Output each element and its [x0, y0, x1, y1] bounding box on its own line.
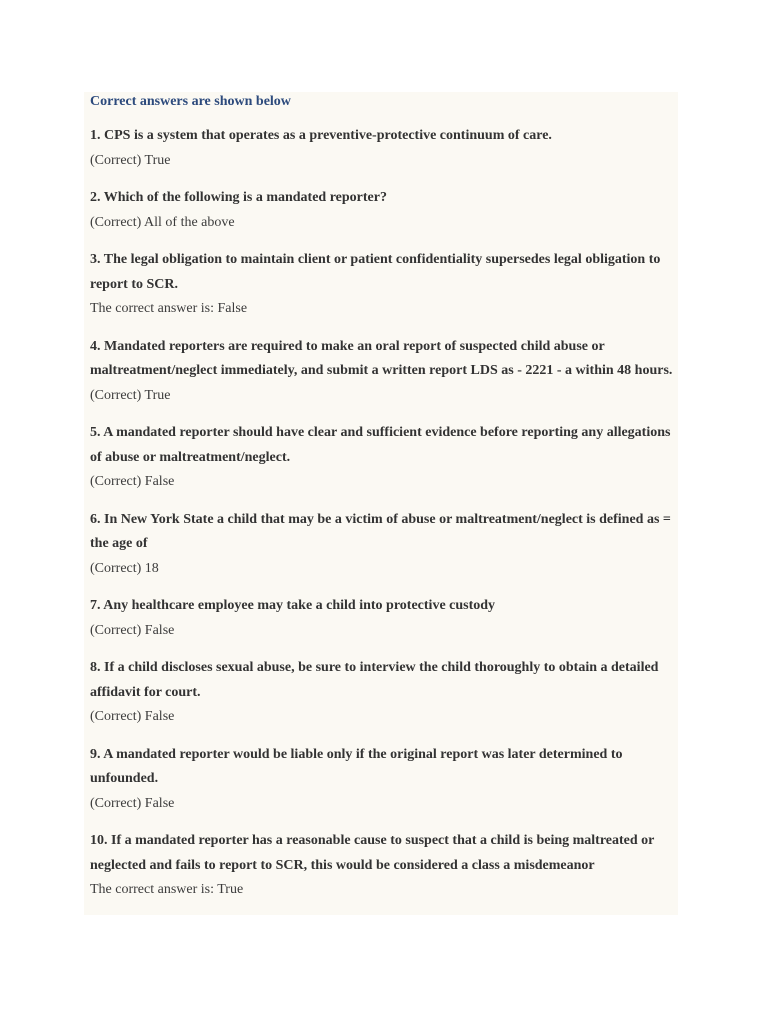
question-item: [90, 186, 678, 235]
question-item: [90, 829, 678, 903]
question-item: [90, 594, 678, 643]
answers-content: [90, 92, 678, 903]
answer-text: (Correct) False: [90, 709, 175, 724]
answer-text: (Correct) False: [90, 795, 175, 811]
question-text: 2. Which of the following is a mandated reporter?: [90, 190, 387, 205]
question-text: 7. Any healthcare employee may take a child into protective custody: [90, 598, 496, 613]
answer-text: (Correct) False: [90, 474, 175, 489]
question-item: [90, 248, 678, 322]
question-item: [90, 421, 678, 495]
answer-text: (Correct) True: [90, 152, 171, 168]
answer-text: The correct answer is: False: [90, 301, 248, 316]
answer-text: (Correct) All of the above: [90, 214, 235, 230]
question-text: 8. If a child discloses sexual abuse, be sure to interview the child thoroughly to obtain a detailed affidavit for court.: [90, 660, 659, 700]
page-heading: Correct answers are shown below: [90, 94, 291, 109]
question-text: 5. A mandated reporter should have clear and sufficient evidence before reporting any allegations of abuse or maltreatment/neglect.: [90, 425, 671, 465]
question-item: [90, 124, 678, 173]
question-text: 6. In New York State a child that may be a victim of abuse or maltreatment/neglect is defined as = the age of: [90, 511, 671, 551]
question-text: 9. A mandated reporter would be liable only if the original report was later determined to unfounded.: [90, 746, 623, 786]
answer-text: The correct answer is: True: [90, 882, 244, 897]
answer-text: (Correct) False: [90, 622, 175, 638]
question-text: 1. CPS is a system that operates as a preventive-protective continuum of care.: [90, 128, 552, 143]
question-item: [90, 508, 678, 582]
question-item: [90, 656, 678, 730]
question-item: [90, 335, 678, 409]
answer-text: (Correct) True: [90, 387, 171, 403]
question-text: 4. Mandated reporters are required to make an oral report of suspected child abuse or maltreatment/neglect immediately, and submit a written report LDS as - 2221 - a within 48 hours.: [90, 338, 673, 378]
question-item: [90, 743, 678, 817]
question-text: 10. If a mandated reporter has a reasonable cause to suspect that a child is being maltreated or neglected and fails to report to SCR, this would be considered a class a misdemeanor: [90, 833, 655, 873]
question-text: 3. The legal obligation to maintain client or patient confidentiality supersedes legal obligation to report to SCR.: [90, 252, 661, 292]
answer-text: (Correct) 18: [90, 560, 159, 576]
